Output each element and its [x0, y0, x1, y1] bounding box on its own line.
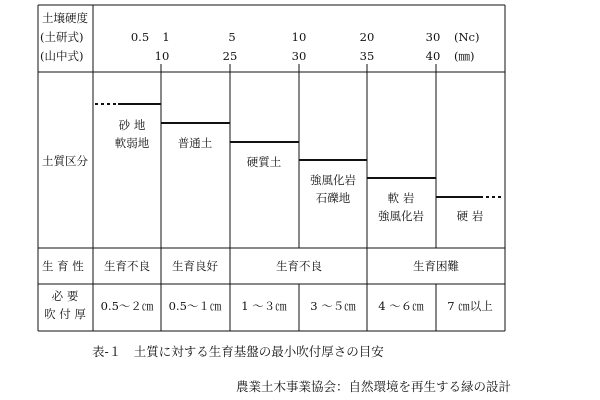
source-note: 農業土木事業協会：自然環境を再生する緑の設計 — [236, 379, 512, 394]
thickness-cell: 0.5～２㎝ — [100, 299, 154, 313]
thickness-cell: 3 ～５㎝ — [310, 299, 356, 313]
soil-type-label: 硬 岩 — [456, 209, 484, 223]
soil-row-label: 土質区分 — [42, 154, 88, 168]
nc-value: 0.5 — [130, 30, 150, 44]
mm-value: 25 — [222, 49, 238, 63]
header-label-doken: (土研式) — [40, 30, 84, 44]
nc-value: 5 — [228, 30, 236, 44]
growth-row-label: 生 育 性 — [42, 259, 84, 273]
nc-value: 30 — [425, 30, 441, 44]
soil-type-label: 砂 地 — [118, 118, 146, 132]
growth-cell: 生育困難 — [413, 259, 459, 273]
thickness-cell: 4 ～６㎝ — [378, 299, 424, 313]
soil-type-label: 強風化岩 — [378, 209, 424, 223]
nc-value: 10 — [291, 30, 307, 44]
growth-cell: 生育良好 — [172, 259, 218, 273]
soil-type-label: 強風化岩 — [310, 173, 356, 187]
mm-unit: (㎜) — [454, 49, 475, 63]
growth-cell: 生育不良 — [276, 259, 322, 273]
mm-value: 30 — [291, 49, 307, 63]
nc-value: 20 — [359, 30, 375, 44]
header-label-hardness: 土壌硬度 — [42, 11, 88, 25]
mm-value: 35 — [359, 49, 375, 63]
header-label-yamanaka: (山中式) — [40, 49, 84, 63]
table-caption: 表-１ 土質に対する生育基盤の最小吹付厚さの目安 — [92, 344, 384, 359]
thickness-row-label: 必 要 — [51, 289, 79, 303]
thickness-cell: 7 ㎝以上 — [447, 299, 493, 313]
growth-cell: 生育不良 — [104, 259, 150, 273]
soil-type-label: 石礫地 — [315, 191, 351, 205]
soil-type-label: 硬質土 — [246, 155, 282, 169]
nc-value: 1 — [162, 30, 170, 44]
mm-value: 40 — [425, 49, 441, 63]
thickness-cell: 0.5～１㎝ — [168, 299, 222, 313]
thickness-row-label: 吹 付 厚 — [44, 307, 86, 321]
soil-type-label: 軟 岩 — [387, 191, 415, 205]
nc-unit: (Nc) — [454, 30, 480, 44]
thickness-cell: 1 ～３㎝ — [241, 299, 287, 313]
mm-value: 10 — [154, 49, 170, 63]
soil-type-label: 軟弱地 — [114, 136, 150, 150]
soil-type-label: 普通土 — [177, 136, 213, 150]
